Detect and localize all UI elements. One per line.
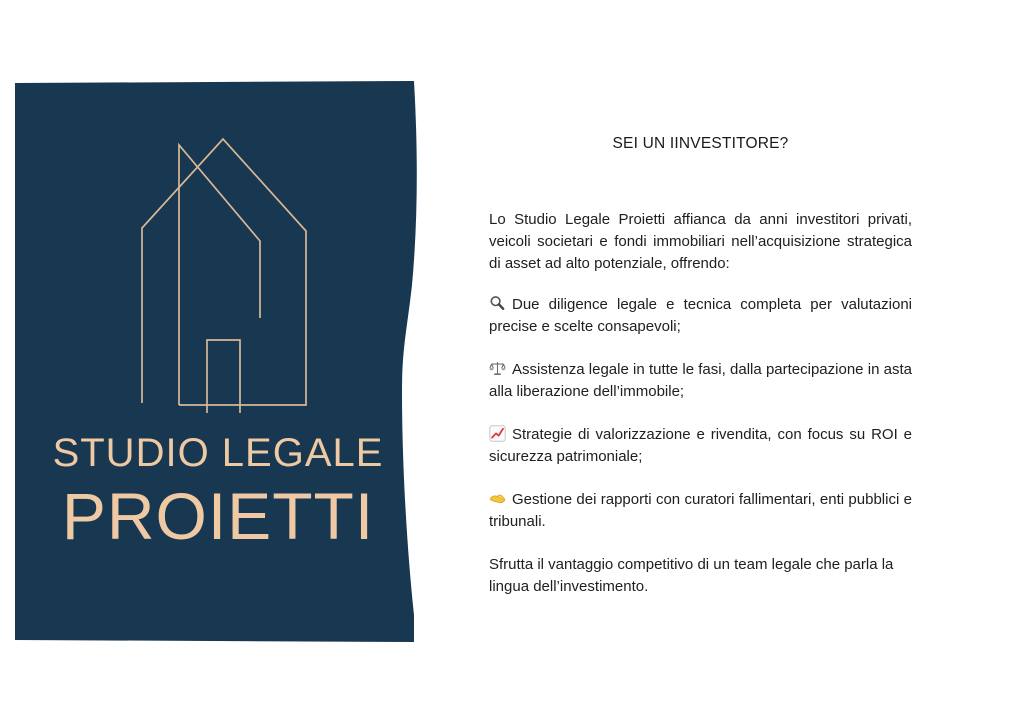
bullet-item-due-diligence	[489, 294, 912, 338]
magnifier-icon	[489, 295, 506, 312]
closing-paragraph: Sfrutta il vantaggio competitivo di un team legale che parla la lingua dell’investimento.	[489, 556, 894, 595]
content-column	[489, 133, 912, 598]
bullet-item-strategie	[489, 424, 912, 468]
logo-name-line2: PROIETTI	[61, 479, 375, 553]
bullet-text: Gestione dei rapporti con curatori fallimentari, enti pubblici e tribunali.	[489, 491, 912, 530]
handshake-icon	[489, 490, 506, 507]
bullet-text: Assistenza legale in tutte le fasi, dalla partecipazione in asta alla liberazione dell’immobile;	[489, 361, 912, 400]
bullet-item-assistenza-legale	[489, 359, 912, 403]
page-title: SEI UN IINVESTITORE?	[612, 135, 789, 152]
scales-icon	[489, 360, 506, 377]
intro-paragraph: Lo Studio Legale Proietti affianca da anni investitori privati, veicoli societari e fondi immobiliari nell’acquisizione strategica di asset ad alto potenziale, offrendo:	[489, 211, 912, 272]
brand-panel-shape	[15, 81, 417, 642]
chart-increasing-icon	[489, 425, 506, 442]
bullet-item-gestione-rapporti	[489, 489, 912, 533]
logo-name-line1: STUDIO LEGALE	[52, 431, 384, 475]
bullet-text: Strategie di valorizzazione e rivendita, con focus su ROI e sicurezza patrimoniale;	[489, 426, 912, 465]
bullet-text: Due diligence legale e tecnica completa per valutazioni precise e scelte consapevoli;	[489, 296, 912, 335]
